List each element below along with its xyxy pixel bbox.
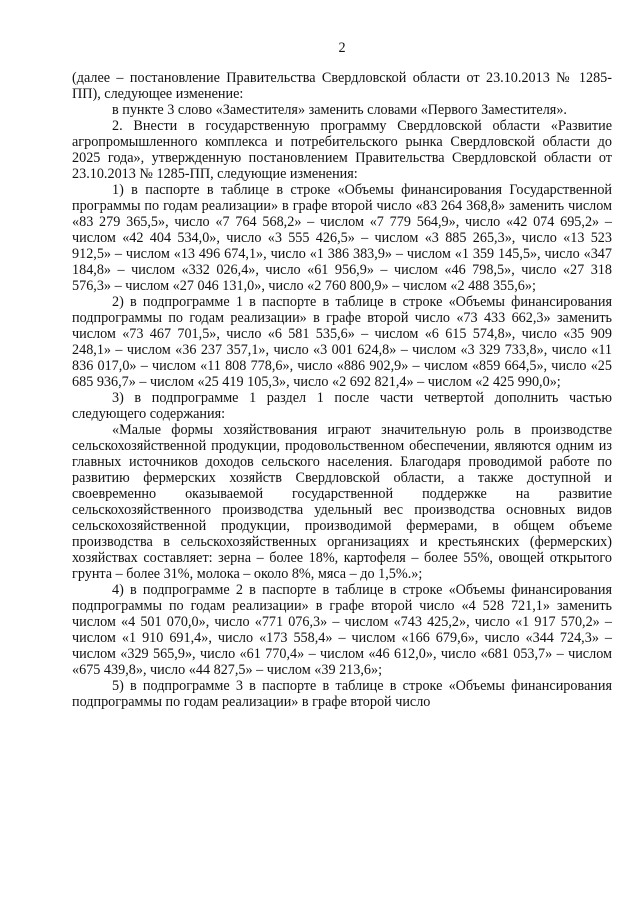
paragraph-4: 1) в паспорте в таблице в строке «Объемы финансирования Государственной программы по годам реализации» в графе второй число «83 264 368,8» заменить числом «83 279 365,5», число «7 764 568,2» – числом «7 779 564,9», число «42 074 695,2» – числом «42 404 534,0», число «3 555 426,5» – числом «3 885 265,3», число «13 523 912,5» – числом «13 496 674,1», число «1 386 383,9» – числом «1 359 145,5», число «347 184,8» – числом «332 026,4», число «61 956,9» – числом «46 798,5», число «27 318 576,3» – числом «27 046 131,0», число «2 760 800,9» – числом «2 488 355,6»; <box>72 182 612 294</box>
page-number: 2 <box>338 40 346 56</box>
paragraph-7: «Малые формы хозяйствования играют значительную роль в производстве сельскохозяйственной продукции, продовольственном обеспечении, являются одним из главных источников доходов сельского населения. Благодаря проводимой работе по развитию фермерских хозяйств Свердловской области, а также доступной и своевременно оказываемой государственной поддержке на развитие сельскохозяйственного производства удельный вес производства основных видов сельскохозяйственной продукции, производимой фермерами, в общем объеме производства в сельскохозяйственных организациях и крестьянских (фермерских) хозяйствах составляет: зерна – более 18%, картофеля – более 55%, овощей открытого грунта – более 31%, молока – около 8%, мяса – до 1,5%.»; <box>72 422 612 582</box>
paragraph-8: 4) в подпрограмме 2 в паспорте в таблице в строке «Объемы финансирования подпрограммы по годам реализации» в графе второй число «4 528 721,1» заменить числом «4 501 070,0», число «771 076,3» – числом «743 425,2», число «1 917 570,2» – числом «1 910 691,4», число «173 558,4» – числом «166 679,6», число «344 724,3» – числом «329 565,9», число «61 770,4» – числом «46 612,0», число «681 053,7» – числом «675 439,8», число «44 827,5» – числом «39 213,6»; <box>72 582 612 678</box>
paragraph-2: в пункте 3 слово «Заместителя» заменить словами «Первого Заместителя». <box>112 102 567 118</box>
paragraph-6: 3) в подпрограмме 1 раздел 1 после части четвертой дополнить частью следующего содержания: <box>72 390 612 422</box>
document-body <box>72 70 612 710</box>
document-page <box>72 30 612 710</box>
paragraph-3: 2. Внести в государственную программу Свердловской области «Развитие агропромышленного комплекса и потребительского рынка Свердловской области до 2025 года», утвержденную постановлением Правительства Свердловской области от 23.10.2013 № 1285-ПП, следующие изменения: <box>72 118 612 182</box>
paragraph-5: 2) в подпрограмме 1 в паспорте в таблице в строке «Объемы финансирования подпрограммы по годам реализации» в графе второй число «73 433 662,3» заменить числом «73 467 701,5», число «6 581 535,6» – числом «6 615 574,8», число «35 909 248,1» – числом «36 237 357,1», число «3 001 624,8» – числом «3 329 733,8», число «11 836 017,0» – числом «11 808 778,6», число «886 902,9» – числом «859 664,5», число «25 685 936,7» – числом «25 419 105,3», число «2 692 821,4» – числом «2 425 990,0»; <box>72 294 612 390</box>
paragraph-1: (далее – постановление Правительства Свердловской области от 23.10.2013 № 1285-ПП), следующее изменение: <box>72 70 612 102</box>
paragraph-9: 5) в подпрограмме 3 в паспорте в таблице в строке «Объемы финансирования подпрограммы по годам реализации» в графе второй число <box>72 678 612 710</box>
